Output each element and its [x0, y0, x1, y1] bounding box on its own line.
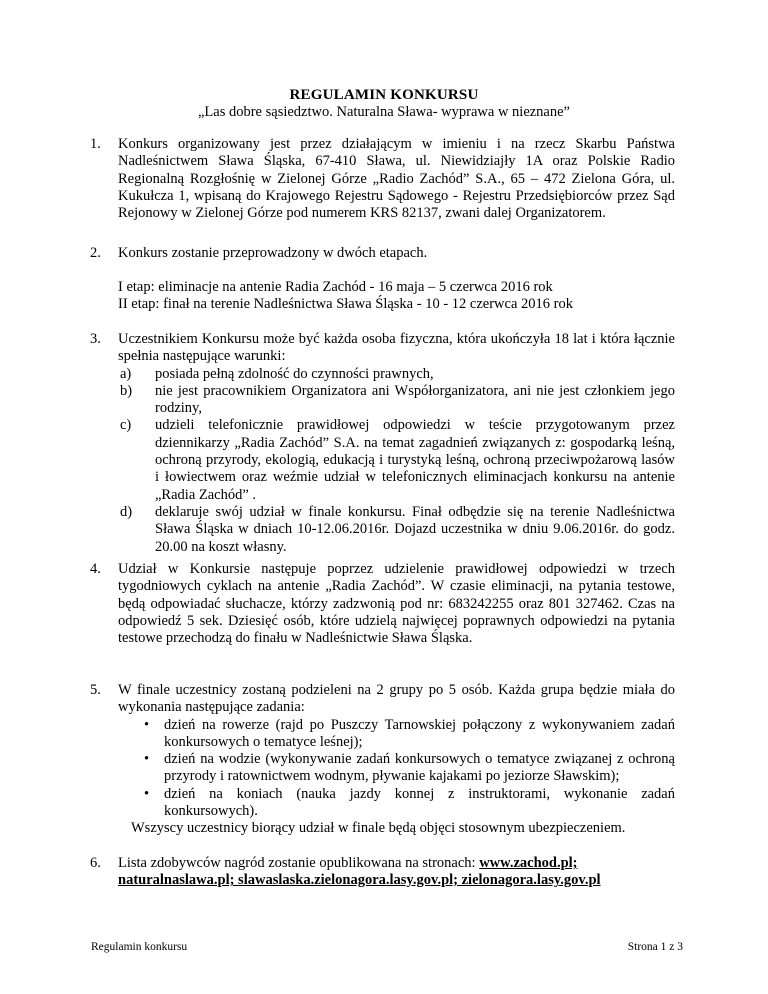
- list-item: [91, 717, 675, 752]
- list-item-text: posiada pełną zdolność do czynności prawnych,: [155, 365, 434, 382]
- list-item-text: dzień na wodzie (wykonywanie zadań konkursowych o tematyce związanej z ochroną przyrody i ratownictwem wodnym, pływanie kajakami po jeziorze Sławskim);: [164, 751, 675, 785]
- section-intro: W finale uczestnicy zostaną podzieleni na 2 grupy po 5 osób. Każda grupa będzie miała do wykonania następujące zadania:: [118, 682, 675, 716]
- section-outro: Wszyscy uczestnicy biorący udział w finale będą objęci stosownym ubezpieczeniem.: [131, 820, 626, 837]
- section-text: Konkurs organizowany jest przez działającym w imieniu i na rzecz Skarbu Państwa Nadleśnictwem Sława Śląska, 67-410 Sława, ul. Niewidziajły 1A oraz Polskie Radio Regionalną Rozgłośnię w Zielonej Górze „Radio Zachód” S.A., 65 – 472 Zielona Góra, ul. Kukułcza 1, wpisaną do Krajowego Rejestru Sądowego - Rejestru Przedsiębiorców przez Sąd Rejonowy w Zielonej Górze pod numerem KRS 82137, zwani dalej Organizatorem.: [118, 136, 675, 222]
- section-text: Konkurs zostanie przeprowadzony w dwóch etapach.: [118, 245, 428, 261]
- footer-title: Regulamin konkursu: [91, 941, 188, 953]
- list-letter: c): [120, 417, 132, 434]
- section-number: 4.: [90, 561, 101, 577]
- stage-1: I etap: eliminacje na antenie Radia Zachód - 16 maja – 5 czerwca 2016 rok: [118, 279, 553, 295]
- condition-list: [91, 366, 675, 556]
- document-subtitle: „Las dobre sąsiedztwo. Naturalna Sława- wyprawa w nieznane”: [197, 104, 570, 120]
- section-2-stages: [91, 279, 675, 314]
- section-number: 6.: [90, 855, 101, 871]
- section-6: [91, 855, 675, 890]
- section-1: [91, 136, 675, 222]
- page-number: Strona 1 z 3: [627, 941, 683, 953]
- section-number: 2.: [90, 245, 101, 261]
- list-item: [91, 504, 675, 556]
- list-item: [91, 751, 675, 786]
- section-number: 5.: [90, 682, 101, 698]
- website-links[interactable]: www.zachod.pl; naturalnaslawa.pl; slawaslaska.zielonagora.lasy.gov.pl; zielonagora.lasy.gov.pl: [118, 855, 601, 889]
- bullet-icon: •: [144, 785, 150, 802]
- stage-2: II etap: finał na terenie Nadleśnictwa Sława Śląska - 10 - 12 czerwca 2016 rok: [118, 296, 573, 313]
- section-text: [118, 855, 675, 890]
- bullet-icon: •: [144, 751, 150, 768]
- section-number: 3.: [90, 331, 101, 347]
- task-list: [91, 717, 675, 821]
- list-item-text: nie jest pracownikiem Organizatora ani Współorganizatora, ani nie jest członkiem jego rodziny,: [155, 382, 675, 417]
- list-item-text: deklaruje swój udział w finale konkursu. Finał odbędzie się na terenie Nadleśnictwa Sława Śląska w dniach 10-12.06.2016r. Dojazd uczestnika w dniu 9.06.2016r. do godz. 20.00 na koszt własny.: [155, 503, 675, 555]
- list-item-text: udzieli telefonicznie prawidłowej odpowiedzi w teście przygotowanym przez dziennikarzy „Radia Zachód” S.A. na temat zagadnień związanych z: gospodarką leśną, ochroną przyrody, ekologią, edukacją i turystyką leśną, ochroną przeciwpożarową lasów i łowiectwem oraz weźmie udział w telefonicznych eliminacjach konkursu na antenie „Radia Zachód” .: [155, 417, 675, 503]
- section-6-text: Lista zdobywców nagród zostanie opublikowana na stronach:: [118, 855, 480, 871]
- section-3: [91, 331, 675, 556]
- section-number: 1.: [90, 136, 101, 152]
- section-2: [91, 245, 675, 262]
- bullet-icon: •: [144, 716, 150, 733]
- list-letter: a): [120, 365, 132, 382]
- section-5: [91, 682, 675, 838]
- section-text: Udział w Konkursie następuje poprzez udzielenie prawidłowej odpowiedzi w trzech tygodniowych cyklach na antenie „Radia Zachód”. W czasie eliminacji, na pytania testowe, będą odpowiadać słuchacze, którzy zadzwonią pod nr: 683242255 oraz 801 327462. Czas na odpowiedź 5 sek. Dziesięć osób, które udzielą najwięcej poprawnych odpowiedzi na pytania testowe przechodzą do finału w Nadleśnictwie Sława Śląska.: [118, 561, 675, 647]
- list-letter: b): [120, 382, 133, 399]
- list-item: [91, 417, 675, 503]
- list-letter: d): [120, 503, 133, 520]
- section-4: [91, 561, 675, 647]
- section-intro: Uczestnikiem Konkursu może być każda osoba fizyczna, która ukończyła 18 lat i która łącznie spełnia następujące warunki:: [118, 331, 675, 365]
- list-item-text: dzień na rowerze (rajd po Puszczy Tarnowskiej połączony z wykonywaniem zadań konkursowych o tematyce leśnej);: [164, 716, 675, 750]
- document-title: REGULAMIN KONKURSU: [289, 87, 479, 103]
- list-item: [91, 786, 675, 821]
- list-item: [91, 383, 675, 418]
- list-item: [91, 366, 675, 383]
- list-item-text: dzień na koniach (nauka jazdy konnej z instruktorami, wykonanie zadań konkursowych).: [164, 785, 675, 820]
